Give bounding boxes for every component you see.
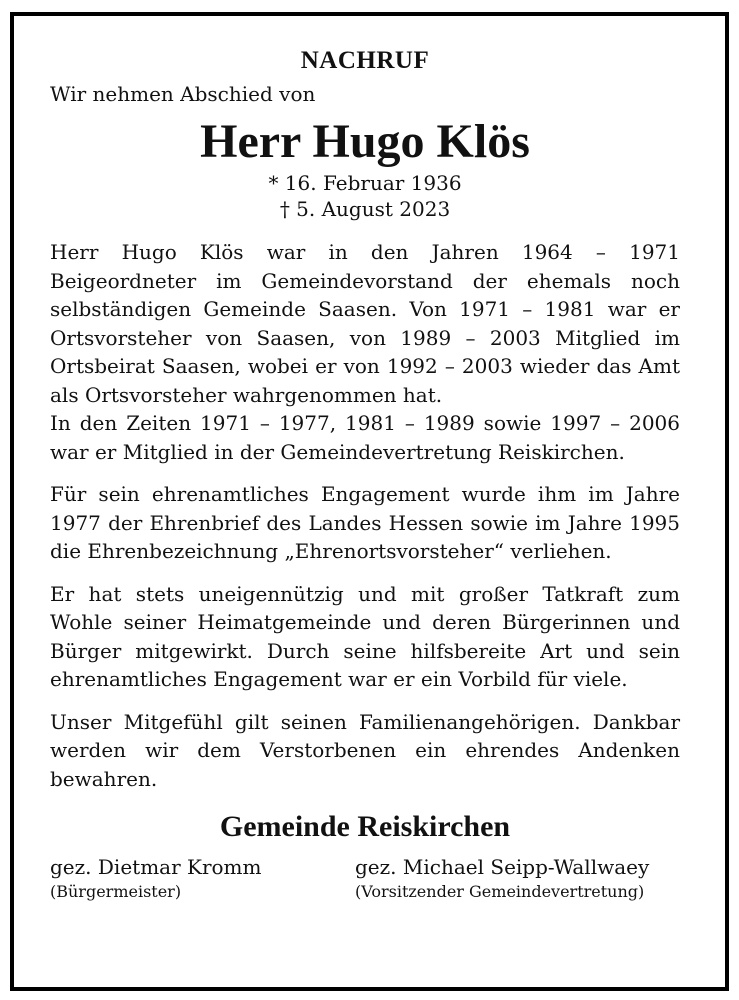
- signer-role: (Bürgermeister): [50, 882, 182, 901]
- obituary-content: [50, 46, 680, 913]
- paragraph-career: Herr Hugo Klös war in den Jahren 1964 – 1971 Beigeordneter im Gemeindevorstand der ehemals noch selbständigen Gemeinde Saasen. Von 1971 – 1981 war er Ortsvorsteher von Saasen, von 1989 – 2003 Mitglied im Ortsbeirat Saasen, wobei er von 1992 – 2003 wieder das Amt als Ortsvorsteher wahrgenommen hat.: [50, 240, 680, 407]
- deceased-name: Herr Hugo Klös: [200, 115, 530, 168]
- paragraph-council: In den Zeiten 1971 – 1977, 1981 – 1989 sowie 1997 – 2006 war er Mitglied in der Gemeindevertretung Reiskirchen.: [50, 411, 680, 464]
- intro-text: Wir nehmen Abschied von: [50, 82, 316, 106]
- signer-role: (Vorsitzender Gemeindevertretung): [355, 882, 645, 901]
- birth-date: * 16. Februar 1936: [268, 171, 462, 195]
- signer-name: gez. Michael Seipp-Wallwaey: [355, 855, 650, 879]
- signer-name: gez. Dietmar Kromm: [50, 855, 262, 879]
- signer-mayor: [50, 853, 261, 903]
- paragraph-tribute: Er hat stets uneigennützig und mit großer Tatkraft zum Wohle seiner Heimatgemeinde und deren Bürgerinnen und Bürger mitgewirkt. Durch seine hilfsbereite Art und sein ehrenamtliches Engagement war er ein Vorbild für viele.: [50, 581, 680, 691]
- signer-council-chair: [355, 853, 649, 903]
- organization-name: Gemeinde Reiskirchen: [219, 810, 511, 843]
- paragraph-honors: Für sein ehrenamtliches Engagement wurde ihm im Jahre 1977 der Ehrenbrief des Landes Hessen sowie im Jahre 1995 die Ehrenbezeichnung „Ehrenortsvorsteher“ verliehen.: [50, 482, 680, 563]
- obituary-heading: NACHRUF: [300, 47, 430, 74]
- paragraph-condolence: Unser Mitgefühl gilt seinen Familienangehörigen. Dankbar werden wir dem Verstorbenen ein ehrendes Andenken bewahren.: [50, 709, 680, 791]
- obituary-frame: [10, 12, 729, 991]
- signature-block: [50, 853, 680, 913]
- death-date: † 5. August 2023: [279, 197, 451, 221]
